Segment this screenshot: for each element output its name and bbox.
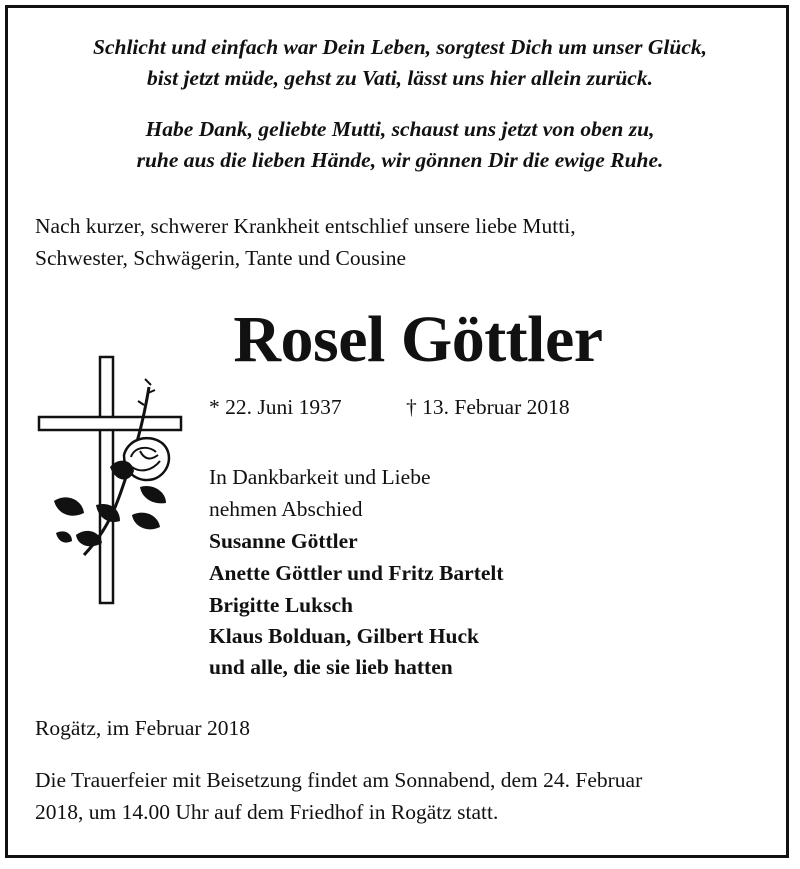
deceased-name: Rosel Göttler [233,303,603,376]
birth-date: * 22. Juni 1937 [209,395,342,419]
mourner-name: Susanne Göttler [209,529,358,553]
verse-line: Habe Dank, geliebte Mutti, schaust uns jetzt von oben zu, [145,117,655,141]
verse-stanza-2 [0,114,800,176]
verse-line: Schlicht und einfach war Dein Leben, sorgtest Dich um unser Glück, [92,35,708,59]
place-date: Rogätz, im Februar 2018 [35,716,250,740]
verse-line: bist jetzt müde, gehst zu Vati, lässt uns hier allein zurück. [147,66,653,90]
verse-stanza-1 [0,32,800,94]
farewell-line: nehmen Abschied [209,497,363,521]
service-line-2: 2018, um 14.00 Uhr auf dem Friedhof in Rogätz statt. [35,800,499,824]
mourner-name: Anette Göttler und Fritz Bartelt [209,561,504,585]
intro-line-2: Schwester, Schwägerin, Tante und Cousine [35,246,407,270]
cross-with-rose-icon [36,355,186,605]
intro-line-1: Nach kurzer, schwerer Krankheit entschlief unsere liebe Mutti, [35,214,576,238]
mourner-name: Klaus Bolduan, Gilbert Huck [209,624,480,648]
farewell-line: In Dankbarkeit und Liebe [209,465,431,489]
mourner-name: Brigitte Luksch [209,593,353,617]
verse-line: ruhe aus die lieben Hände, wir gönnen Dir die ewige Ruhe. [136,148,664,172]
death-date: † 13. Februar 2018 [406,395,570,419]
mourner-name: und alle, die sie lieb hatten [209,655,453,679]
service-line-1: Die Trauerfeier mit Beisetzung findet am Sonnabend, dem 24. Februar [35,768,643,792]
